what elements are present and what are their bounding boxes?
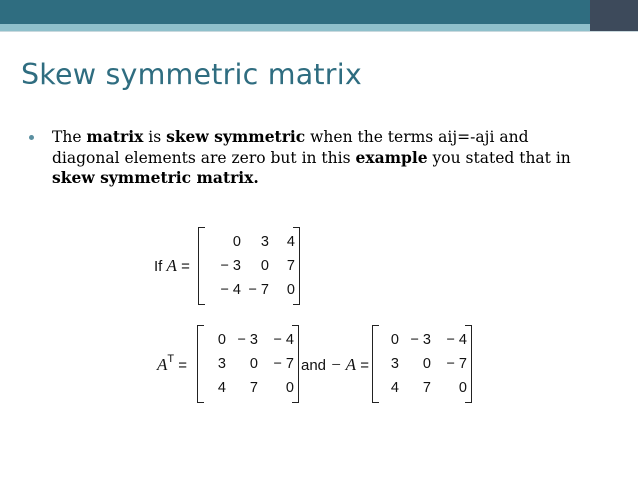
matrix-cell: − 4	[446, 332, 467, 348]
matrix-cell: − 3	[410, 332, 431, 348]
matrix-cell: − 7	[446, 356, 467, 372]
matrix-cell: − 7	[248, 282, 269, 298]
matrix-cell: 4	[286, 234, 295, 250]
bullet-text	[52, 127, 584, 189]
transpose-superscript: T	[167, 353, 175, 365]
band-corner-block	[590, 0, 638, 31]
band-dark-stripe	[0, 0, 638, 24]
top-decorative-band	[0, 0, 638, 44]
matrix-cell: 3	[390, 356, 399, 372]
equation-negative-label	[301, 355, 369, 375]
matrix-cell: 0	[390, 332, 399, 348]
band-light-stripe	[0, 24, 638, 31]
bullet-run: example	[355, 147, 428, 167]
bullet-run: when the terms aij=-aji and diagonal elements are zero but in this	[52, 128, 529, 167]
matrix-cell: 0	[285, 380, 294, 396]
if-word: If	[154, 258, 163, 275]
matrix-a	[198, 227, 300, 305]
matrix-cell: 3	[217, 356, 226, 372]
equals-sign: =	[360, 357, 369, 374]
matrix-cell: 4	[390, 380, 399, 396]
band-edge-line	[0, 31, 638, 32]
matrix-cell: 4	[217, 380, 226, 396]
equals-sign: =	[178, 357, 188, 374]
and-word: and	[301, 357, 327, 374]
matrix-cell: 0	[249, 356, 258, 372]
matrix-cell: 0	[458, 380, 467, 396]
matrix-cell: 7	[286, 258, 295, 274]
matrix-a-transpose	[197, 325, 299, 403]
matrix-symbol-a: A	[166, 256, 177, 275]
bullet-run: The	[52, 128, 87, 146]
equation-transpose-label	[157, 355, 187, 375]
equals-sign: =	[181, 258, 190, 275]
matrix-cell: 0	[422, 356, 431, 372]
matrix-cell: − 4	[273, 332, 294, 348]
matrix-cell: 0	[217, 332, 226, 348]
matrix-cell: 0	[232, 234, 241, 250]
matrix-cell: − 3	[237, 332, 258, 348]
matrix-negative-a	[372, 325, 472, 403]
slide-title: Skew symmetric matrix	[21, 58, 362, 91]
equation-if-label	[154, 256, 190, 276]
bullet-run: is	[143, 128, 167, 146]
bullet-run: skew symmetric matrix.	[52, 168, 259, 187]
bullet-run: matrix	[86, 127, 144, 146]
matrix-cell: 7	[249, 380, 258, 396]
bullet-run: you stated that in	[427, 148, 571, 167]
matrix-cell: 0	[286, 282, 295, 298]
bullet-run: skew symmetric	[166, 127, 306, 146]
matrix-symbol-negative-a: − A	[330, 355, 357, 374]
matrix-cell: − 3	[220, 258, 241, 274]
matrix-cell: 0	[260, 258, 269, 274]
matrix-cell: − 4	[220, 282, 241, 298]
bullet-item	[24, 127, 584, 189]
matrix-cell: 3	[260, 234, 269, 250]
matrix-cell: − 7	[273, 356, 294, 372]
matrix-cell: 7	[422, 380, 431, 396]
matrix-symbol-a-transpose: A	[157, 355, 168, 374]
bullet-dot-icon	[29, 135, 34, 140]
